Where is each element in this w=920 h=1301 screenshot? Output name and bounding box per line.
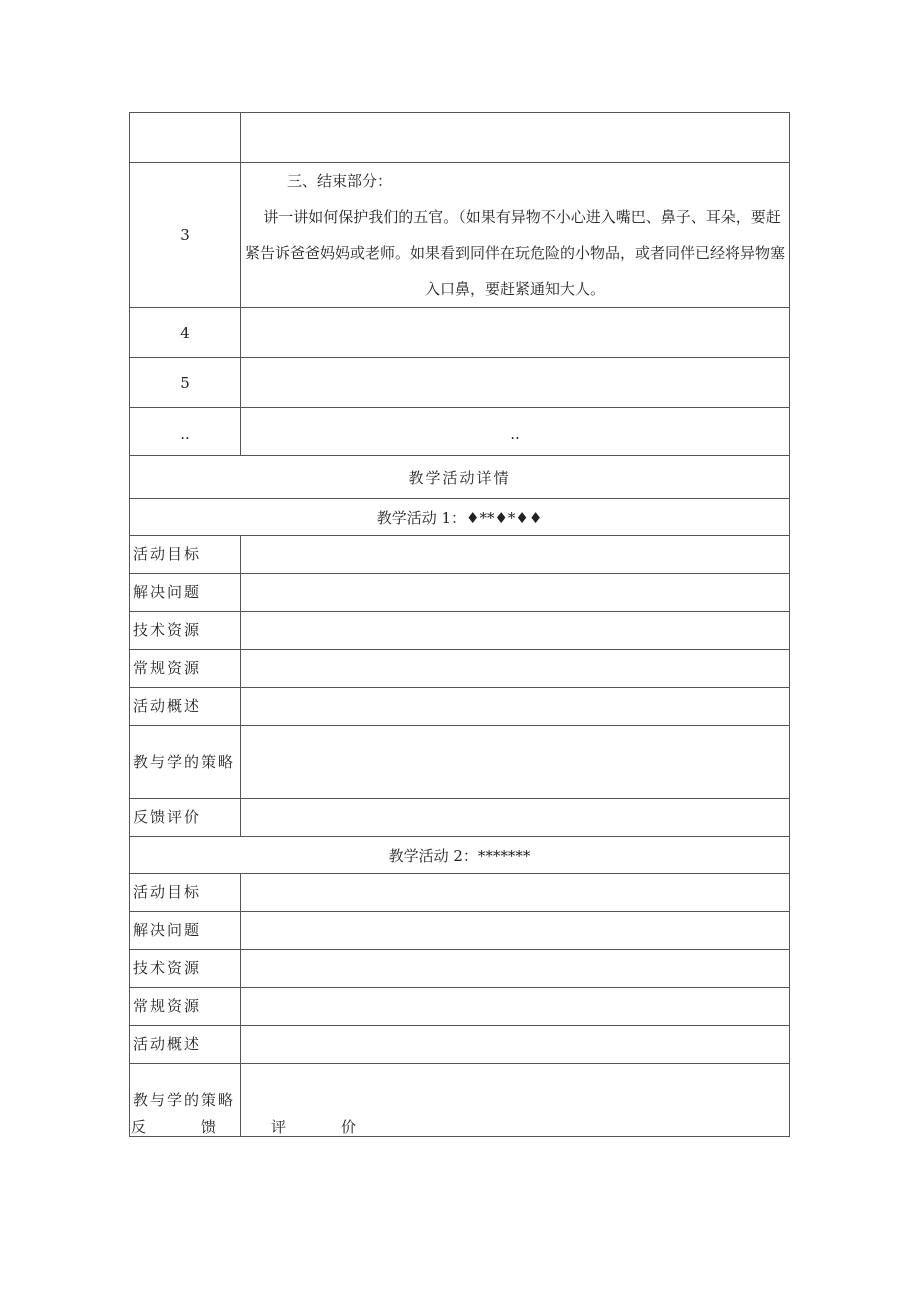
row-number: 4 [130, 308, 241, 358]
field-label: 反馈评价 [130, 799, 241, 837]
field-value[interactable] [241, 950, 790, 988]
field-label: 常规资源 [130, 650, 241, 688]
field-label: 解决问题 [130, 912, 241, 950]
field-label: 解决问题 [130, 574, 241, 612]
row-number [130, 113, 241, 163]
row-content [241, 163, 790, 308]
field-label: 活动概述 [130, 1026, 241, 1064]
row-content [241, 308, 790, 358]
field-label: 教与学的策略 [130, 726, 241, 799]
feedback-footer [131, 1116, 411, 1137]
field-value[interactable] [241, 874, 790, 912]
table-row [130, 113, 790, 163]
field-value[interactable] [241, 688, 790, 726]
row-number: 5 [130, 358, 241, 408]
field-label: 教与学的策略 [130, 1064, 241, 1137]
field-value[interactable] [241, 1026, 790, 1064]
field-label: 活动概述 [130, 688, 241, 726]
field-label: 活动目标 [130, 536, 241, 574]
section-paragraph: 讲一讲如何保护我们的五官。（如果有异物不小心进入嘴巴、鼻子、耳朵，要赶紧告诉爸爸妈妈或老师。如果看到同伴在玩危险的小物品，或者同伴已经将异物塞入口鼻，要赶紧通知大人。 [244, 208, 785, 298]
footer-char: 反 [131, 1118, 147, 1136]
field-label: 常规资源 [130, 988, 241, 1026]
field-value[interactable] [241, 799, 790, 837]
row-content [241, 358, 790, 408]
row-number: 3 [130, 163, 241, 308]
field-value[interactable] [241, 988, 790, 1026]
lesson-plan-table [129, 112, 790, 1137]
field-label: 技术资源 [130, 950, 241, 988]
field-value[interactable] [241, 650, 790, 688]
details-header: 教学活动详情 [130, 456, 790, 499]
activity1-title: 教学活动 1：♦**♦*♦♦ [130, 499, 790, 536]
table-row [130, 308, 790, 358]
activity2-title: 教学活动 2：******* [130, 837, 790, 874]
field-label: 活动目标 [130, 874, 241, 912]
footer-char: 价 [341, 1118, 357, 1136]
footer-char: 评 [271, 1118, 287, 1136]
table-row [130, 408, 790, 456]
field-value[interactable] [241, 536, 790, 574]
row-number: .. [130, 408, 241, 456]
field-value[interactable] [241, 912, 790, 950]
section-heading: 三、结束部分： [287, 172, 393, 190]
field-value[interactable] [241, 726, 790, 799]
footer-char: 馈 [201, 1118, 217, 1136]
field-label: 技术资源 [130, 612, 241, 650]
row-content [241, 113, 790, 163]
field-value[interactable] [241, 574, 790, 612]
table-row [130, 358, 790, 408]
row-content: .. [241, 408, 790, 456]
field-value[interactable] [241, 612, 790, 650]
table-row [130, 163, 790, 308]
